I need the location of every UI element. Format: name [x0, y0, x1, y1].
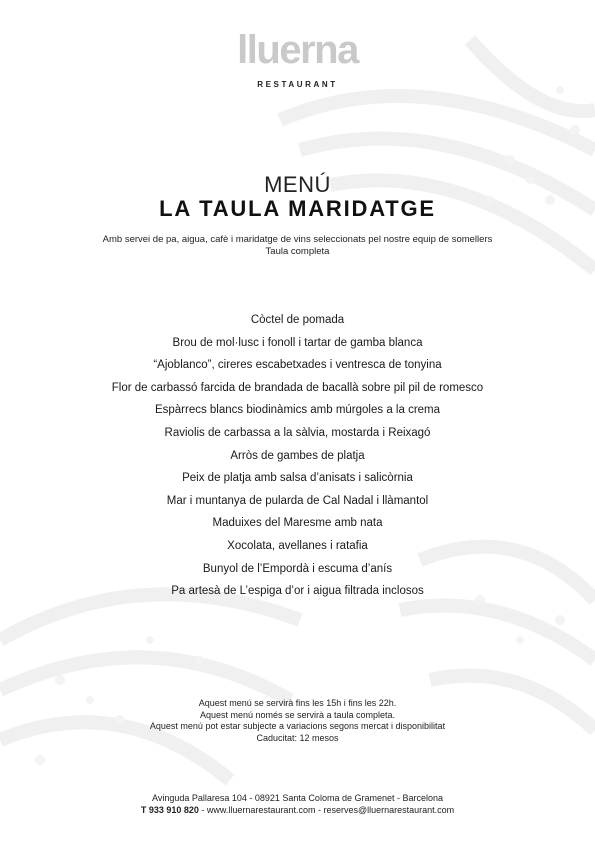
course-item: Flor de carbassó farcida de brandada de bacallà sobre pil pil de romesco — [111, 381, 484, 394]
course-item: Raviolis de carbassa a la sàlvia, mostarda i Reixagó — [164, 426, 431, 439]
note-line: Caducitat: 12 mesos — [256, 732, 339, 743]
course-item: Còctel de pomada — [250, 314, 345, 326]
footer-web-email[interactable]: - www.lluernarestaurant.com - reserves@lluernarestaurant.com — [198, 804, 455, 815]
menu-notes — [0, 698, 595, 744]
note-line: Aquest menú només se servirà a taula completa. — [199, 709, 396, 720]
course-item: Arròs de gambes de platja — [230, 449, 365, 462]
footer-contact-line — [0, 805, 595, 817]
footer-address: Avinguda Pallaresa 104 - 08921 Santa Coloma de Gramenet - Barcelona — [151, 793, 443, 803]
course-item: Maduixes del Maresme amb nata — [212, 517, 383, 530]
course-list — [0, 311, 595, 605]
menu-title: LA TAULA MARIDATGE — [159, 196, 436, 221]
logo-wordmark: lluerna — [237, 28, 358, 72]
course-item: Bunyol de l’Empordà i escuma d’anís — [202, 562, 393, 575]
logo-subtitle: RESTAURANT — [257, 80, 338, 89]
course-item: “Ajoblanco”, cireres escabetxades i ventresca de tonyina — [153, 359, 442, 372]
course-item: Mar i muntanya de pularda de Cal Nadal i llàmantol — [166, 494, 429, 507]
course-item: Peix de platja amb salsa d’anisats i salicòrnia — [182, 472, 413, 485]
course-item: Brou de mol·lusc i fonoll i tartar de gamba blanca — [172, 336, 423, 349]
menu-heading: MENÚ — [264, 172, 331, 197]
description-line: Taula completa — [265, 246, 330, 257]
footer-contact — [0, 793, 595, 816]
course-item: Pa artesà de L’espiga d’or i aigua filtrada inclosos — [171, 585, 424, 598]
menu-description — [0, 234, 595, 258]
course-item: Xocolata, avellanes i ratafia — [227, 539, 368, 552]
course-item: Espàrrecs blancs biodinàmics amb múrgoles a la crema — [154, 404, 441, 417]
footer-phone[interactable]: T 933 910 820 — [140, 804, 199, 815]
description-line: Amb servei de pa, aigua, cafè i maridatge de vins seleccionats pel nostre equip de somellers — [102, 234, 493, 245]
note-line: Aquest menú pot estar subjecte a variacions segons mercat i disponibilitat — [149, 721, 446, 731]
note-line: Aquest menú se servirà fins les 15h i fins les 22h. — [198, 698, 397, 708]
